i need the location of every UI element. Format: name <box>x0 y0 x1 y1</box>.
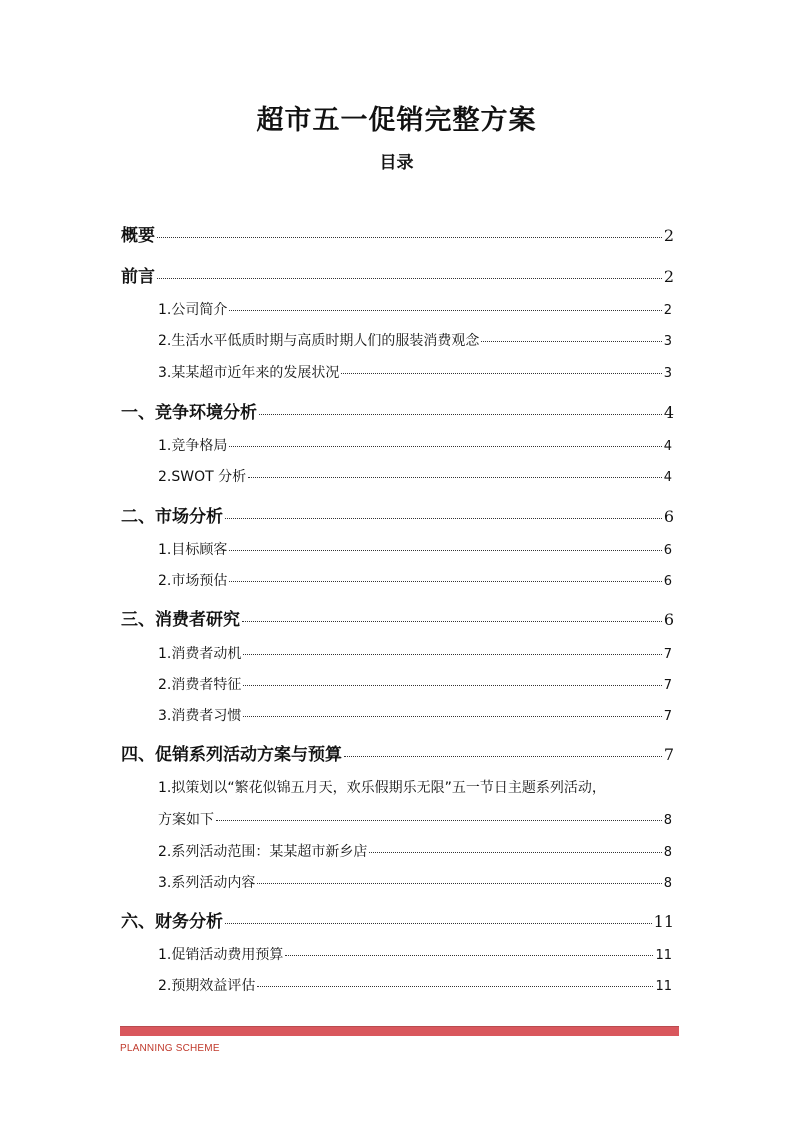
toc-entry-benefit-assessment[interactable] <box>158 975 672 995</box>
toc-entry-label: 2.系列活动范围：某某超市新乡店 <box>158 844 368 860</box>
dot-leader <box>369 852 661 853</box>
toc-entry-summary[interactable] <box>121 221 674 246</box>
dot-leader <box>341 373 661 374</box>
toc-entry-page: 6 <box>663 507 674 526</box>
toc-entry-label: 2.生活水平低质时期与高质时期人们的服装消费观念 <box>158 333 480 349</box>
toc-entry-page: 2 <box>663 303 672 318</box>
toc-entry-label: 1.公司简介 <box>158 302 228 318</box>
toc-entry-label: 三、消费者研究 <box>121 610 240 630</box>
toc-entry-activity-scope[interactable] <box>158 841 672 861</box>
toc-entry-page: 6 <box>663 610 674 629</box>
toc-entry-page: 8 <box>663 813 672 828</box>
dot-leader <box>157 237 662 238</box>
toc-entry-label: 2.预期效益评估 <box>158 978 256 994</box>
dot-leader <box>243 654 661 655</box>
dot-leader <box>243 716 661 717</box>
dot-leader <box>229 581 661 582</box>
dot-leader <box>248 477 662 478</box>
document-title: 超市五一促销完整方案 <box>256 105 537 136</box>
toc-entry-page: 7 <box>663 709 672 724</box>
footer-bar <box>120 1026 679 1036</box>
toc-entry-page: 4 <box>663 439 672 454</box>
toc-entry-label: 二、市场分析 <box>121 507 223 527</box>
toc-entry-label: 2.市场预估 <box>158 573 228 589</box>
dot-leader <box>229 310 661 311</box>
toc-entry-page: 8 <box>663 876 672 891</box>
toc-entry-page: 3 <box>663 334 672 349</box>
toc-entry-page: 4 <box>663 403 674 422</box>
toc-entry-theme-line2[interactable] <box>158 809 672 829</box>
toc-entry-consumer-traits[interactable] <box>158 674 672 694</box>
toc-entry-label: 概要 <box>121 226 155 246</box>
toc-entry-market-forecast[interactable] <box>158 570 672 590</box>
dot-leader <box>344 756 662 757</box>
toc-entry-label: 前言 <box>121 267 155 287</box>
toc-entry-page: 2 <box>663 267 674 286</box>
dot-leader <box>229 446 661 447</box>
dot-leader <box>216 820 662 821</box>
toc-entry-page: 6 <box>663 543 672 558</box>
toc-entry-page: 8 <box>663 845 672 860</box>
toc-entry-promotion-plan[interactable] <box>121 740 674 765</box>
dot-leader <box>157 278 662 279</box>
dot-leader <box>229 550 661 551</box>
toc-entry-consumer-habits[interactable] <box>158 705 672 725</box>
toc-entry-theme-line1[interactable]: 1.拟策划以“繁花似锦五月天，欢乐假期乐无限”五一节日主题系列活动， <box>158 780 606 796</box>
toc-entry-label: 四、促销系列活动方案与预算 <box>121 745 342 765</box>
toc-entry-target-customers[interactable] <box>158 539 672 559</box>
dot-leader <box>225 518 662 519</box>
dot-leader <box>257 986 653 987</box>
toc-entry-consumer-research[interactable] <box>121 605 674 630</box>
toc-entry-activity-content[interactable] <box>158 872 672 892</box>
toc-entry-label: 方案如下 <box>158 812 214 828</box>
toc-entry-cost-budget[interactable] <box>158 944 672 964</box>
toc-entry-label: 六、财务分析 <box>121 912 223 932</box>
toc-entry-label: 1.目标顾客 <box>158 542 228 558</box>
toc-entry-consumption-concepts[interactable] <box>158 330 672 350</box>
toc-entry-label: 2.SWOT 分析 <box>158 469 247 485</box>
toc-entry-page: 11 <box>653 912 674 931</box>
toc-entry-page: 7 <box>663 745 674 764</box>
footer-label: PLANNING SCHEME <box>120 1043 220 1054</box>
toc-entry-competitive-landscape[interactable] <box>158 435 672 455</box>
toc-entry-label: 2.消费者特征 <box>158 677 242 693</box>
toc-entry-page: 11 <box>655 979 672 994</box>
toc-entry-label: 1.竞争格局 <box>158 438 228 454</box>
toc-entry-label: 3.系列活动内容 <box>158 875 256 891</box>
toc-entry-label: 3.消费者习惯 <box>158 708 242 724</box>
toc-entry-page: 4 <box>663 470 672 485</box>
toc-entry-page: 2 <box>663 226 674 245</box>
dot-leader <box>481 341 661 342</box>
toc-entry-swot[interactable] <box>158 466 672 486</box>
toc-entry-page: 11 <box>655 948 672 963</box>
toc-entry-label: 一、竞争环境分析 <box>121 403 257 423</box>
toc-heading: 目录 <box>379 153 414 173</box>
toc-entry-financial[interactable] <box>121 907 674 932</box>
toc-entry-label: 3.某某超市近年来的发展状况 <box>158 365 340 381</box>
toc-entry-page: 7 <box>663 678 672 693</box>
dot-leader <box>243 685 661 686</box>
dot-leader <box>225 923 652 924</box>
toc-entry-page: 7 <box>663 647 672 662</box>
toc-entry-development[interactable] <box>158 362 672 382</box>
toc-entry-label: 1.消费者动机 <box>158 646 242 662</box>
dot-leader <box>242 621 662 622</box>
dot-leader <box>257 883 661 884</box>
dot-leader <box>285 955 653 956</box>
toc-entry-market[interactable] <box>121 502 674 527</box>
toc-entry-consumer-motivation[interactable] <box>158 643 672 663</box>
toc-entry-competition[interactable] <box>121 398 674 423</box>
toc-entry-page: 6 <box>663 574 672 589</box>
toc-entry-company-intro[interactable] <box>158 299 672 319</box>
dot-leader <box>259 414 662 415</box>
toc-entry-label: 1.促销活动费用预算 <box>158 947 284 963</box>
toc-entry-page: 3 <box>663 366 672 381</box>
toc-entry-preface[interactable] <box>121 262 674 287</box>
